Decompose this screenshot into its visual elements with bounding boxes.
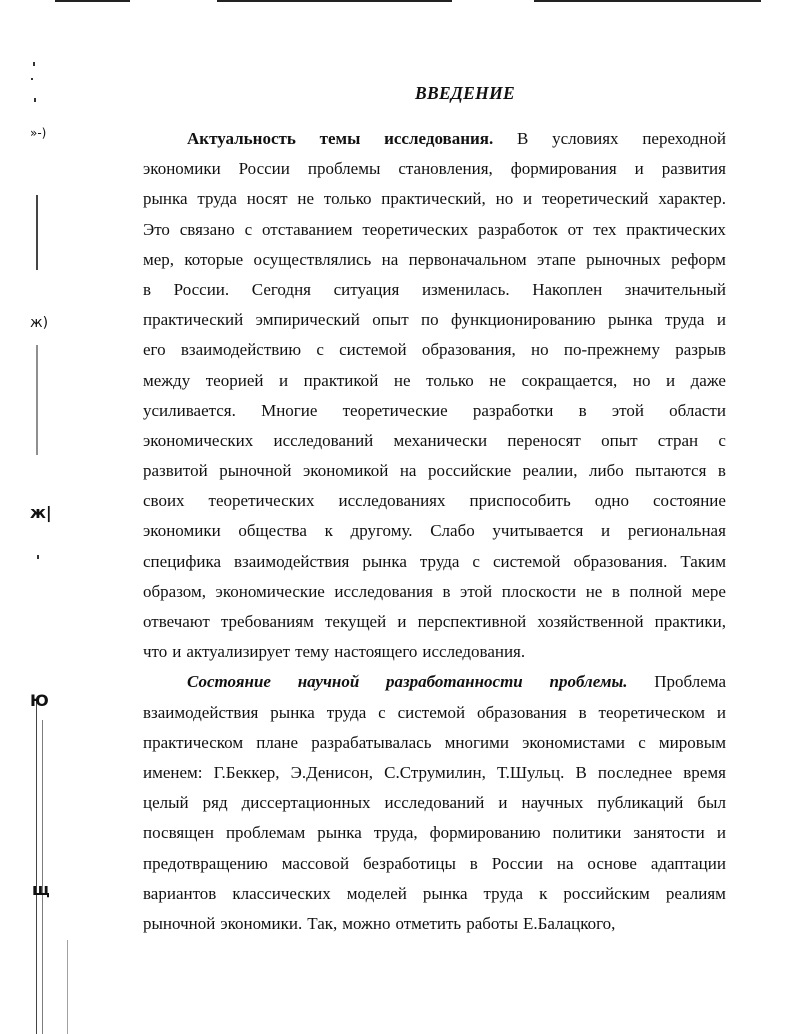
word: образования. (573, 551, 668, 571)
word: на (381, 249, 399, 269)
margin-mark: ж) (30, 315, 49, 331)
word: экономикой (303, 461, 389, 481)
word: моделей (346, 883, 407, 903)
text-line (143, 275, 726, 305)
word: переносят (507, 430, 581, 450)
word: рынка (362, 551, 407, 571)
text-line (143, 305, 726, 335)
word: приспособить (469, 491, 571, 511)
word: образования, (421, 340, 516, 360)
word: предотвращению (143, 853, 268, 873)
text-line (143, 184, 726, 214)
word: труда (664, 310, 705, 330)
binding-line (36, 195, 38, 270)
word: экономики (143, 521, 221, 541)
word: полной (629, 581, 683, 601)
body-text (143, 124, 726, 939)
text-line (143, 215, 726, 245)
word: работы (466, 913, 519, 933)
word: в (143, 279, 152, 299)
word: системой (492, 551, 561, 571)
word: политики (552, 823, 622, 843)
word: России (491, 853, 543, 873)
word: практикой (303, 370, 379, 390)
word: отвечают (143, 612, 210, 631)
word: настоящего (334, 642, 418, 662)
word: В (516, 129, 529, 148)
word: был (697, 793, 726, 813)
word: Накоплен (532, 279, 603, 299)
word: диссертационных (241, 793, 371, 813)
word: с (472, 551, 480, 571)
text-line (143, 456, 726, 486)
text-line (143, 516, 726, 546)
word: в (611, 581, 620, 601)
word: образования (477, 702, 567, 722)
word: теоретические (342, 400, 448, 420)
word: и (523, 189, 533, 209)
word: Э.Денисон, (290, 762, 374, 782)
word: многими (444, 732, 509, 752)
word: Таким (680, 551, 726, 571)
word: на (399, 461, 417, 481)
word: между (143, 370, 191, 390)
word: текущей (324, 612, 387, 631)
word: целый (143, 793, 189, 813)
word: требованиям (220, 612, 314, 631)
text-line (143, 788, 726, 818)
word: в (469, 853, 478, 873)
word: разрыв (675, 340, 726, 360)
word: перспективной (417, 612, 527, 631)
word: тех (593, 219, 617, 239)
word: либо (588, 461, 624, 481)
lead-word: Состояние (187, 672, 271, 692)
word: реалиям (665, 883, 726, 903)
word: отставанием (262, 219, 353, 239)
word: России (238, 159, 290, 179)
word: с (378, 702, 386, 722)
word: состояние (652, 491, 726, 511)
word: в (442, 581, 451, 601)
word: своих (143, 491, 185, 511)
word: время (683, 762, 726, 782)
word: экономики (143, 159, 221, 179)
word: экономические (215, 581, 325, 601)
word: осуществлялись (253, 249, 372, 269)
word: первоначальном (408, 249, 527, 269)
word: которые (184, 249, 244, 269)
word: изменилась. (421, 279, 510, 299)
word: региональная (627, 521, 726, 541)
word: становления, (398, 159, 493, 179)
word: труда (483, 883, 524, 903)
text-line (143, 547, 726, 577)
word: его (143, 340, 166, 360)
word: области (669, 400, 726, 420)
word: функционированию (451, 310, 596, 330)
text-line (143, 667, 726, 697)
word: взаимодействию (180, 340, 302, 360)
word: носят (246, 189, 288, 209)
word: развития (661, 159, 726, 179)
word: рынка (422, 883, 468, 903)
word: С.Струмилин, (384, 762, 486, 782)
binding-line (36, 345, 38, 455)
text-line (143, 849, 726, 879)
word: взаимодействия (234, 551, 350, 571)
scan-speck (31, 78, 33, 80)
word: тему (295, 642, 330, 662)
word: исследования. (422, 642, 526, 662)
word: России. (173, 279, 230, 299)
word: но (531, 340, 549, 360)
word: и (666, 370, 676, 390)
binding-line (42, 720, 43, 1034)
word: и (634, 159, 644, 179)
margin-mark: Ю (30, 691, 49, 710)
page-title: ВВЕДЕНИЕ (415, 83, 515, 103)
word: безработицы (362, 853, 456, 873)
word: научных (521, 793, 584, 813)
word: и (397, 612, 407, 631)
word: Е.Балацкого, (523, 913, 616, 933)
scan-speck (37, 555, 39, 559)
lead-word: разработанности (386, 672, 523, 692)
word: общества (238, 521, 307, 541)
word: Так, (307, 913, 338, 933)
text-line (143, 758, 726, 788)
margin-mark: »-) (30, 126, 47, 140)
word: по-прежнему (563, 340, 660, 360)
word: учитывается (492, 521, 584, 541)
scan-speck (33, 62, 35, 66)
word: усиливается. (143, 400, 236, 420)
text-line (143, 879, 726, 909)
text-line (143, 728, 726, 758)
binding-line (67, 940, 68, 1034)
word: вариантов (143, 883, 217, 903)
word: на (556, 853, 574, 873)
word: к (539, 883, 548, 903)
word: образом, (143, 581, 206, 601)
word: даже (690, 370, 726, 390)
word: развитой (143, 461, 208, 481)
word: Т.Шульц. (496, 762, 565, 782)
word: в (578, 702, 587, 722)
word: Многие (261, 400, 318, 420)
word: и (716, 823, 726, 843)
word: теоретический (541, 189, 649, 209)
word: разработки (472, 400, 554, 420)
word: в (717, 461, 726, 481)
word: реформ (671, 249, 726, 269)
word: Проблема (654, 672, 726, 692)
text-line (143, 335, 726, 365)
word: проблемам (225, 823, 306, 843)
lead-word: Актуальность (187, 129, 296, 148)
text-line (143, 426, 726, 456)
word: что (143, 642, 168, 662)
word: именем: (143, 762, 203, 782)
word: рыночной (219, 461, 292, 481)
lead-word: проблемы. (549, 672, 628, 692)
word: с (718, 430, 726, 450)
word: механически (393, 430, 488, 450)
word: мировым (658, 732, 726, 752)
scan-edge-line (55, 0, 130, 2)
word: хозяйственной (537, 612, 644, 631)
word: разработок (478, 219, 558, 239)
word: классических (232, 883, 331, 903)
word: только (426, 370, 474, 390)
word: рыночной (143, 913, 216, 933)
word: пытаются (635, 461, 707, 481)
text-line (143, 637, 726, 667)
text-line (143, 154, 726, 184)
binding-line (36, 700, 37, 1034)
word: разрабатывалась (311, 732, 432, 752)
word: В (575, 762, 587, 782)
word: другому. (350, 521, 413, 541)
word: с (638, 732, 646, 752)
word: посвящен (143, 823, 214, 843)
word: одно (594, 491, 629, 511)
word: не (585, 581, 603, 601)
word: практики, (654, 612, 726, 631)
word: и (498, 793, 508, 813)
word: опыт (601, 430, 638, 450)
word: но (495, 189, 514, 209)
word: этапе (536, 249, 576, 269)
word: российским (563, 883, 650, 903)
word: с (316, 340, 324, 360)
word: труда (419, 551, 460, 571)
word: исследованиях (338, 491, 446, 511)
margin-mark: щ (32, 880, 50, 899)
word: Сегодня (251, 279, 311, 299)
word: не (297, 189, 315, 209)
word: экономических (143, 430, 254, 450)
word: адаптации (650, 853, 726, 873)
word: ситуация (333, 279, 400, 299)
word: к (324, 521, 333, 541)
word: практический, (381, 189, 486, 209)
word: труда (326, 702, 367, 722)
word: российские (427, 461, 512, 481)
word: труда, (373, 823, 418, 843)
word: теоретическом (598, 702, 705, 722)
word: мер, (143, 249, 175, 269)
word: плоскости (501, 581, 577, 601)
word: формированию (429, 823, 541, 843)
word: рынка (317, 823, 362, 843)
margin-mark: ж| (30, 503, 52, 522)
lead-word: исследования. (384, 129, 494, 148)
word: плане (256, 732, 299, 752)
word: и (601, 521, 611, 541)
word: публикаций (597, 793, 684, 813)
word: связано (179, 219, 235, 239)
word: характер. (658, 189, 726, 209)
word: значительный (624, 279, 726, 299)
word: ряд (202, 793, 228, 813)
word: основе (587, 853, 637, 873)
text-line (143, 396, 726, 426)
word: формирования (510, 159, 617, 179)
word: рынка (270, 702, 315, 722)
word: и (716, 310, 726, 330)
word: экономистами (522, 732, 626, 752)
word: теорией (205, 370, 264, 390)
word: и (172, 642, 182, 662)
lead-word: научной (297, 672, 360, 692)
text-line (143, 486, 726, 516)
word: этой (611, 400, 644, 420)
word: системой (397, 702, 466, 722)
text-line (143, 909, 726, 939)
word: исследований (273, 430, 374, 450)
word: и (279, 370, 289, 390)
word: практическом (143, 732, 244, 752)
word: можно (342, 913, 391, 933)
word: рыночных (586, 249, 661, 269)
word: взаимодействия (143, 702, 259, 722)
word: от (567, 219, 584, 239)
scan-edge-line (217, 0, 452, 2)
word: последнее (597, 762, 673, 782)
word: стран (657, 430, 699, 450)
word: этой (460, 581, 493, 601)
word: переходной (642, 129, 726, 148)
word: практический (143, 310, 244, 330)
word: экономики. (220, 913, 303, 933)
word: не (393, 370, 411, 390)
word: сокращается, (521, 370, 618, 390)
word: в (578, 400, 587, 420)
word: условиях (552, 129, 619, 148)
word: мере (691, 581, 726, 601)
word: теоретических (362, 219, 469, 239)
word: исследований (384, 793, 485, 813)
word: практических (626, 219, 726, 239)
word: эмпирический (255, 310, 360, 330)
word: опыт (372, 310, 409, 330)
text-line (143, 607, 726, 637)
word: и (716, 702, 726, 722)
word: но (632, 370, 651, 390)
word: Это (143, 219, 170, 239)
text-line (143, 366, 726, 396)
word: рынка (607, 310, 653, 330)
scan-edge-line (534, 0, 761, 2)
word: теоретических (208, 491, 315, 511)
word: рынка (143, 189, 188, 209)
word: Слабо (430, 521, 475, 541)
lead-word: темы (319, 129, 361, 148)
word: системой (339, 340, 407, 360)
word: труда (197, 189, 237, 209)
text-line (143, 577, 726, 607)
text-line (143, 698, 726, 728)
text-line (143, 818, 726, 848)
text-line (143, 245, 726, 275)
word: проблемы (307, 159, 381, 179)
word: реалии, (522, 461, 578, 481)
text-line (143, 124, 726, 154)
word: отметить (395, 913, 462, 933)
word: массовой (281, 853, 350, 873)
word: только (323, 189, 372, 209)
word: специфика (143, 551, 222, 571)
word: с (244, 219, 253, 239)
word: исследования (334, 581, 433, 601)
word: занятости (633, 823, 705, 843)
word: не (489, 370, 506, 390)
word: Г.Беккер, (213, 762, 280, 782)
word: по (421, 310, 439, 330)
word: актуализирует (186, 642, 291, 662)
